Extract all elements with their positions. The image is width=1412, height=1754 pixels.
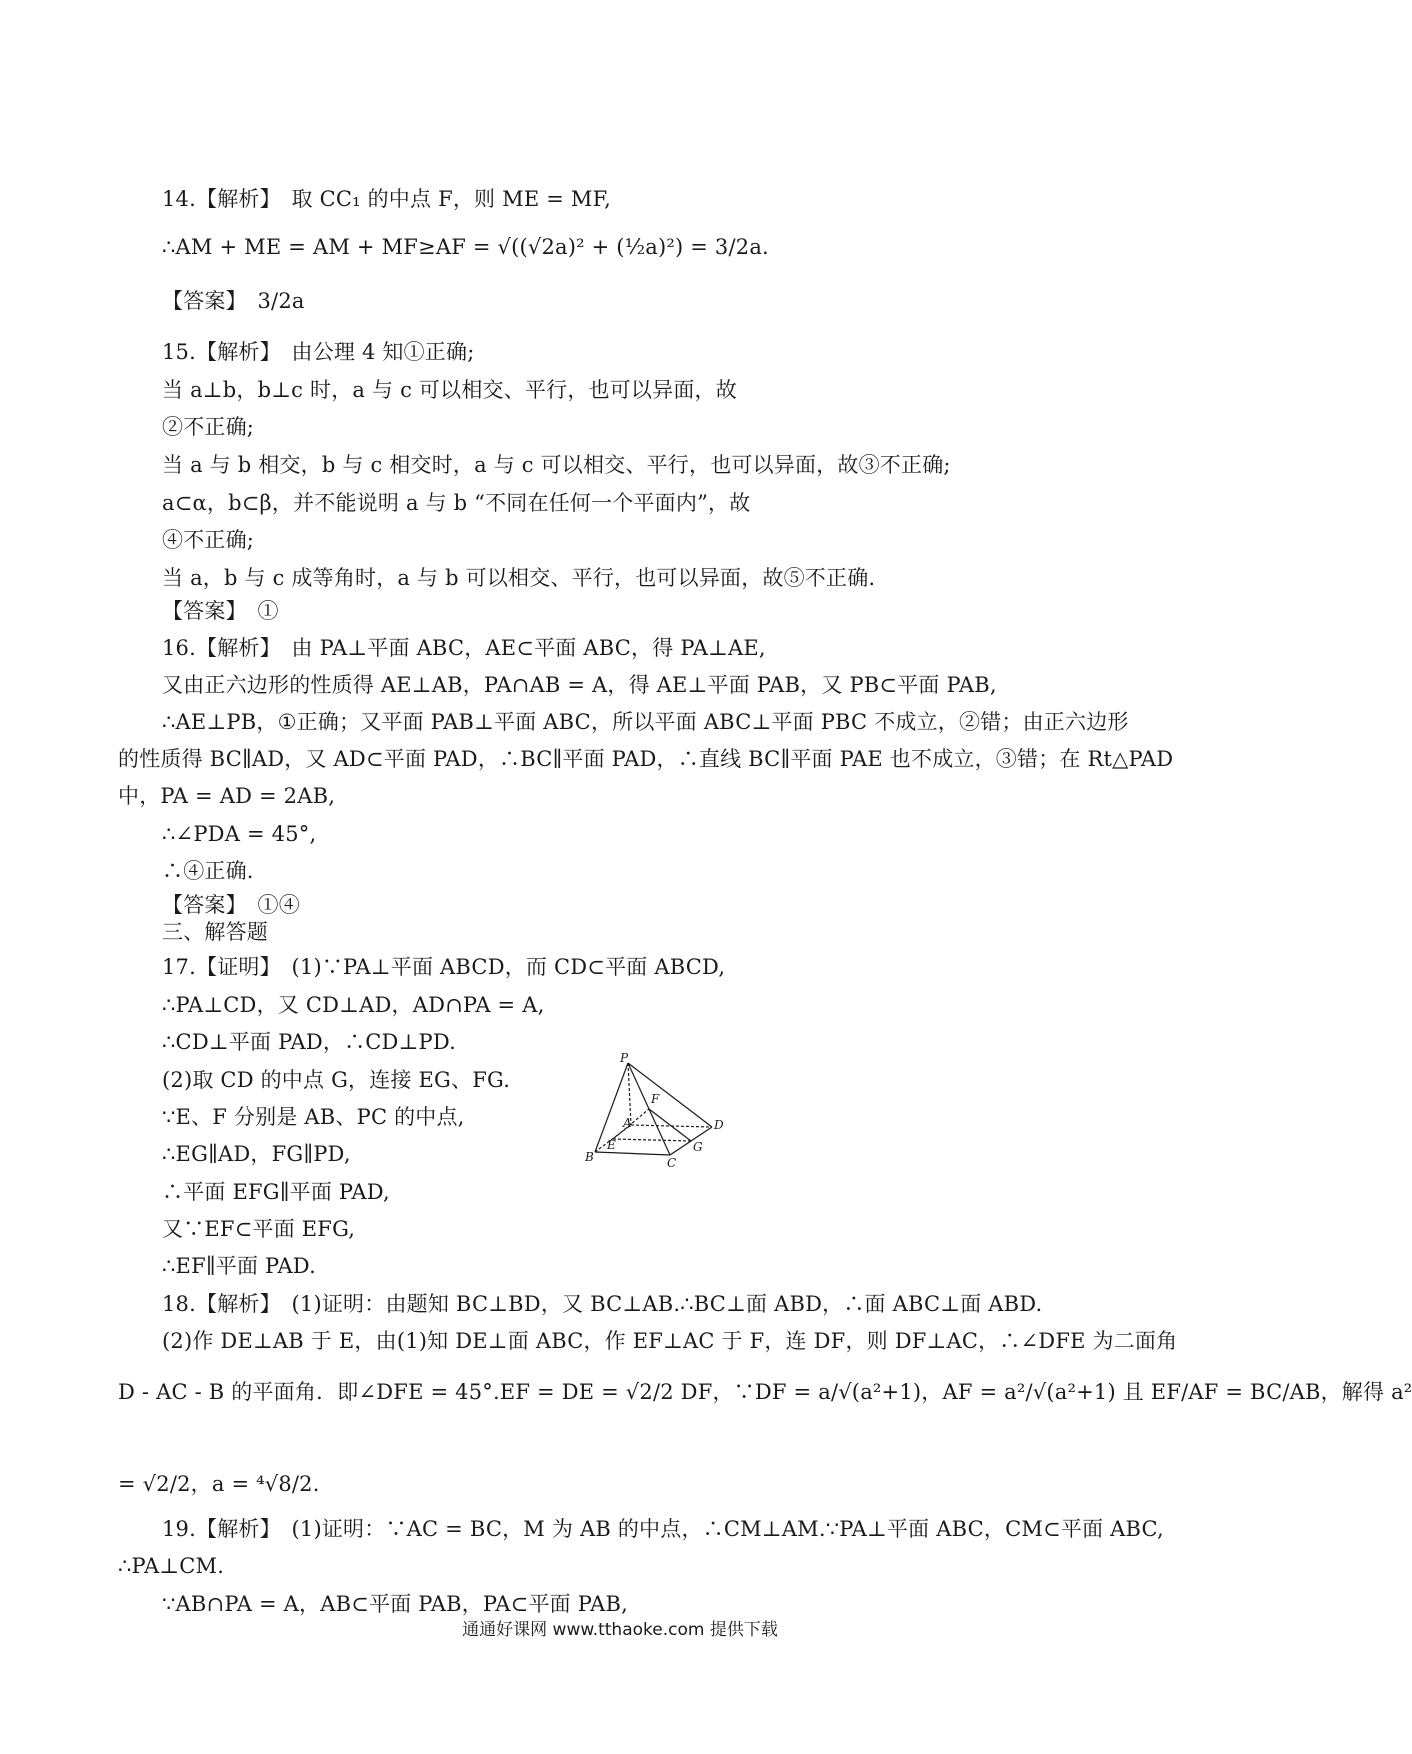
text-line: ④不正确;: [162, 528, 255, 552]
pyramid-figure: [585, 1051, 735, 1170]
text-line: ∴PA⊥CD，又 CD⊥AD，AD∩PA = A,: [162, 993, 545, 1017]
text-line: ∴∠PDA = 45°,: [162, 822, 317, 846]
label-D: D: [714, 1118, 724, 1132]
text-line: ∴EG∥AD，FG∥PD,: [162, 1142, 351, 1166]
text-line: = √2/2，a = ⁴√8/2.: [118, 1472, 320, 1496]
text-line: 14.【解析】 取 CC₁ 的中点 F，则 ME = MF,: [162, 187, 611, 211]
text-line: 当 a，b 与 c 成等角时，a 与 b 可以相交、平行，也可以异面，故⑤不正确.: [162, 566, 876, 590]
text-line: D - AC - B 的平面角．即∠DFE = 45°.EF = DE = √2/2 DF，∵DF = a/√(a²+1)，AF = a²/√(a²+1) 且 EF/AF = BC/AB，解得 a²: [118, 1380, 1412, 1404]
text-line: 19.【解析】 (1)证明：∵AC = BC，M 为 AB 的中点，∴CM⊥AM.∵PA⊥平面 ABC，CM⊂平面 ABC,: [162, 1517, 1164, 1541]
edge-fg: [649, 1109, 691, 1141]
label-B: B: [585, 1150, 594, 1164]
edge-pd: [628, 1063, 712, 1127]
edge-eg: [613, 1139, 691, 1141]
text-line: ∴④正确.: [162, 859, 254, 883]
text-line: ∴AM + ME = AM + MF≥AF = √((√2a)² + (½a)²) = 3/2a.: [162, 235, 769, 259]
text-line: ∴PA⊥CM.: [118, 1554, 225, 1578]
text-line: ∵E、F 分别是 AB、PC 的中点,: [162, 1105, 465, 1129]
label-F: F: [651, 1092, 660, 1106]
text-line: 17.【证明】 (1)∵PA⊥平面 ABCD，而 CD⊂平面 ABCD,: [162, 955, 726, 979]
label-C: C: [667, 1156, 677, 1170]
label-G: G: [693, 1140, 703, 1154]
text-line: 又∵EF⊂平面 EFG,: [162, 1217, 356, 1241]
label-P: P: [620, 1051, 629, 1065]
text-line: ∵AB∩PA = A，AB⊂平面 PAB，PA⊂平面 PAB,: [162, 1592, 629, 1616]
text-line: ∴平面 EFG∥平面 PAD,: [162, 1180, 390, 1204]
text-line: a⊂α，b⊂β，并不能说明 a 与 b “不同在任何一个平面内”，故: [162, 491, 751, 515]
text-line: 【答案】 3/2a: [162, 289, 305, 313]
text-line: 三、解答题: [162, 920, 268, 944]
label-E: E: [607, 1138, 616, 1152]
text-line: 16.【解析】 由 PA⊥平面 ABC，AE⊂平面 ABC，得 PA⊥AE,: [162, 636, 766, 660]
text-line: ∴AE⊥PB，①正确；又平面 PAB⊥平面 ABC，所以平面 ABC⊥平面 PBC 不成立，②错；由正六边形: [162, 710, 1129, 734]
text-line: ∴EF∥平面 PAD.: [162, 1254, 316, 1278]
text-line: 【答案】 ①: [162, 599, 279, 623]
text-line: 的性质得 BC∥AD，又 AD⊂平面 PAD，∴BC∥平面 PAD，∴直线 BC∥平面 PAE 也不成立，③错；在 Rt△PAD: [118, 747, 1174, 771]
text-line: 【答案】 ①④: [162, 893, 300, 917]
text-line: 中，PA = AD = 2AB,: [118, 784, 336, 808]
text-line: ②不正确;: [162, 415, 255, 439]
text-line: ∴CD⊥平面 PAD，∴CD⊥PD.: [162, 1030, 457, 1054]
label-A: A: [623, 1116, 632, 1130]
text-line: 15.【解析】 由公理 4 知①正确;: [162, 340, 475, 364]
text-line: (2)作 DE⊥AB 于 E，由(1)知 DE⊥面 ABC，作 EF⊥AC 于 F，连 DF，则 DF⊥AC，∴∠DFE 为二面角: [162, 1329, 1178, 1353]
text-line: 当 a⊥b，b⊥c 时，a 与 c 可以相交、平行，也可以异面，故: [162, 378, 737, 402]
text-line: 又由正六边形的性质得 AE⊥AB，PA∩AB = A，得 AE⊥平面 PAB，又 PB⊂平面 PAB,: [162, 673, 997, 697]
text-line: 当 a 与 b 相交，b 与 c 相交时，a 与 c 可以相交、平行，也可以异面，故③不正确;: [162, 453, 951, 477]
edge-bc: [595, 1152, 670, 1155]
text-line: 18.【解析】 (1)证明：由题知 BC⊥BD，又 BC⊥AB.∴BC⊥面 ABD，∴面 ABC⊥面 ABD.: [162, 1292, 1043, 1316]
text-line: (2)取 CD 的中点 G，连接 EG、FG.: [162, 1068, 511, 1092]
footer-source: 通通好课网 www.tthaoke.com 提供下载: [462, 1620, 778, 1640]
